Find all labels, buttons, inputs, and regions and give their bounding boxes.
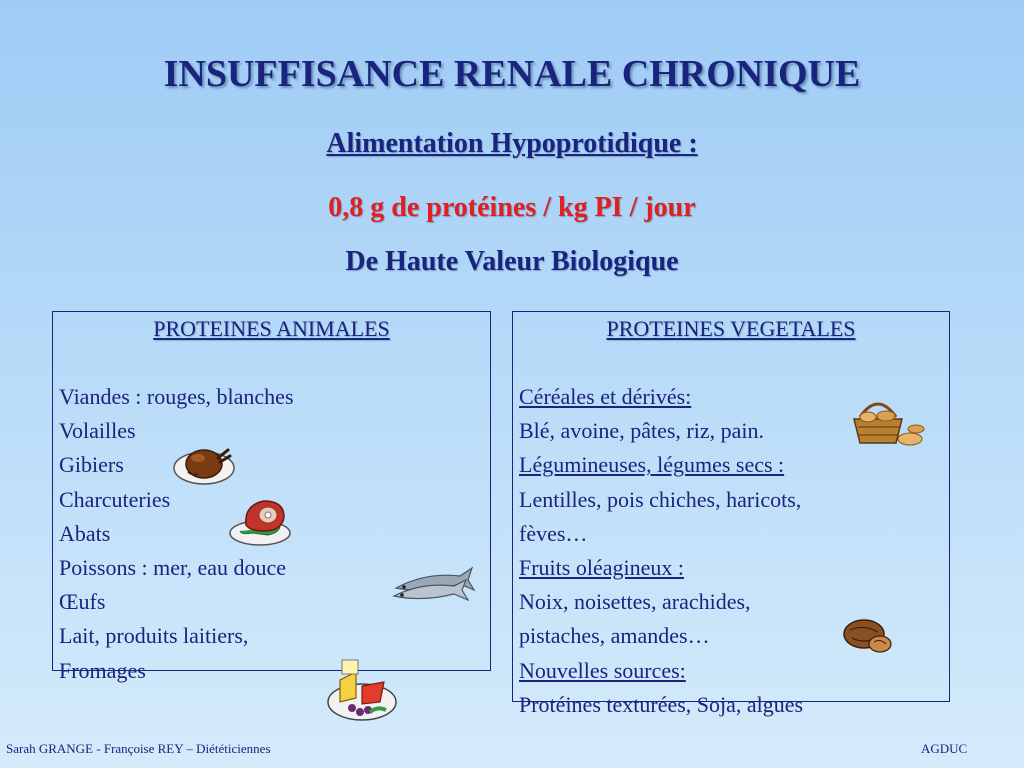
list-item: Poissons : mer, eau douce <box>59 555 287 581</box>
cheese-platter-icon <box>326 658 398 722</box>
footer-organization: AGDUC <box>921 741 968 756</box>
list-item: Protéines texturées, Soja, algues <box>519 691 804 717</box>
nuts-icon <box>840 616 894 656</box>
list-item: Noix, noisettes, arachides, <box>519 589 751 615</box>
animal-proteins-heading: PROTEINES ANIMALES <box>153 316 390 341</box>
animal-proteins-box <box>52 311 491 683</box>
slide-title: INSUFFISANCE RENALE CHRONIQUE <box>163 53 861 95</box>
protein-dose: 0,8 g de protéines / kg PI / jour <box>328 192 696 223</box>
list-item: Volailles <box>59 418 136 444</box>
list-category: Fruits oléagineux : <box>519 555 684 581</box>
list-item: Blé, avoine, pâtes, riz, pain. <box>519 418 764 444</box>
vegetal-proteins-heading: PROTEINES VEGETALES <box>606 316 856 341</box>
list-category: Céréales et dérivés: <box>519 384 692 409</box>
list-item: Lait, produits laitiers, <box>59 623 249 649</box>
list-category: Nouvelles sources: <box>519 657 686 683</box>
list-item: fèves… <box>519 520 588 546</box>
list-item: pistaches, amandes… <box>519 623 710 649</box>
biological-value: De Haute Valeur Biologique <box>345 246 679 277</box>
list-item: Fromages <box>59 657 146 683</box>
list-item: Œufs <box>59 589 106 615</box>
roast-chicken-icon <box>172 440 236 486</box>
footer-authors: Sarah GRANGE - Françoise REY – Diététiciennes <box>6 741 271 756</box>
list-item: Lentilles, pois chiches, haricots, <box>519 486 802 512</box>
list-item: Abats <box>59 520 111 546</box>
list-category: Légumineuses, légumes secs : <box>519 452 785 478</box>
slide-subtitle: Alimentation Hypoprotidique : <box>326 128 698 159</box>
fish-icon <box>390 558 476 602</box>
ham-icon <box>228 495 292 547</box>
list-item: Viandes : rouges, blanches <box>59 384 294 409</box>
list-item: Gibiers <box>59 452 124 478</box>
bread-basket-icon <box>850 393 926 455</box>
list-item: Charcuteries <box>59 486 171 512</box>
